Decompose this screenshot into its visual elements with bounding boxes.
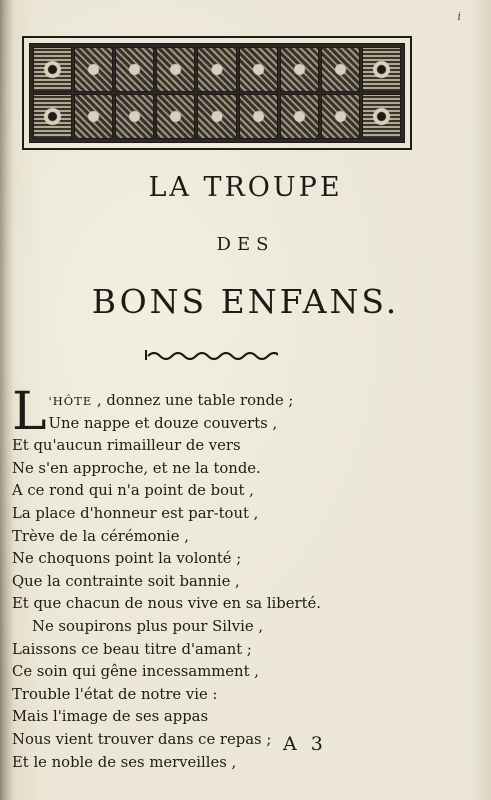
ornament-tile (33, 94, 72, 139)
verse-line: Ne soupirons plus pour Silvie , (32, 617, 264, 635)
ornament-tile (115, 47, 154, 92)
ornament-tile (156, 94, 195, 139)
ornament-tile (280, 47, 319, 92)
verse-line (12, 390, 372, 413)
ornamental-header-band (22, 36, 412, 150)
page-mark: i (457, 10, 461, 23)
verse-line: Ce soin qui gêne incessamment , (12, 663, 259, 681)
ornament-tile (239, 94, 278, 139)
verse-line: La place d'honneur est par-tout , (12, 504, 259, 522)
verse-line: Nous vient trouver dans ce repas ; (12, 730, 272, 748)
verse-opening-smallcaps: 'HÔTE (48, 394, 93, 408)
ornament-tile (156, 47, 195, 92)
signature-mark: A 3 (283, 733, 327, 755)
verse-line: Ne choquons point la volonté ; (12, 550, 242, 568)
verse-line: Et le noble de ses merveilles , (12, 753, 237, 771)
ornament-tile (280, 94, 319, 139)
ornament-tile (74, 94, 113, 139)
ornament-tile (239, 47, 278, 92)
verse-line: Et que chacun de nous vive en sa liberté. (12, 595, 321, 613)
verse-line: Trouble l'état de notre vie : (12, 685, 218, 703)
title-line-2: DES (216, 234, 275, 255)
verse-line: Trève de la cérémonie , (12, 527, 189, 545)
verse-line: Ne s'en approche, et ne la tonde. (12, 459, 261, 477)
ornament-tile (74, 47, 113, 92)
ornament-tile (197, 47, 236, 92)
ornament-tiles (29, 43, 405, 143)
verse-line: A ce rond qui n'a point de bout , (12, 482, 254, 500)
ornament-tile (362, 47, 401, 92)
verse-line: Que la contrainte soit bannie , (12, 572, 240, 590)
ornament-tile (115, 94, 154, 139)
ornament-tile (321, 47, 360, 92)
ornament-tile (197, 94, 236, 139)
ornament-tile (33, 47, 72, 92)
verse-opening-rest: , donnez une table ronde ; (96, 392, 294, 409)
verse-line: Laissons ce beau titre d'amant ; (12, 640, 252, 658)
title-line-1: LA TROUPE (148, 172, 343, 203)
verse-line: Une nappe et douze couverts , (48, 414, 278, 432)
verse-block (12, 382, 372, 774)
verse-line: Et qu'aucun rimailleur de vers (12, 437, 241, 455)
ornamental-rule (144, 348, 278, 362)
title-line-3: BONS ENFANS. (91, 282, 400, 321)
drop-capital: L (12, 382, 47, 442)
ornament-tile (321, 94, 360, 139)
ornament-tile (362, 94, 401, 139)
verse-line: Mais l'image de ses appas (12, 708, 209, 726)
